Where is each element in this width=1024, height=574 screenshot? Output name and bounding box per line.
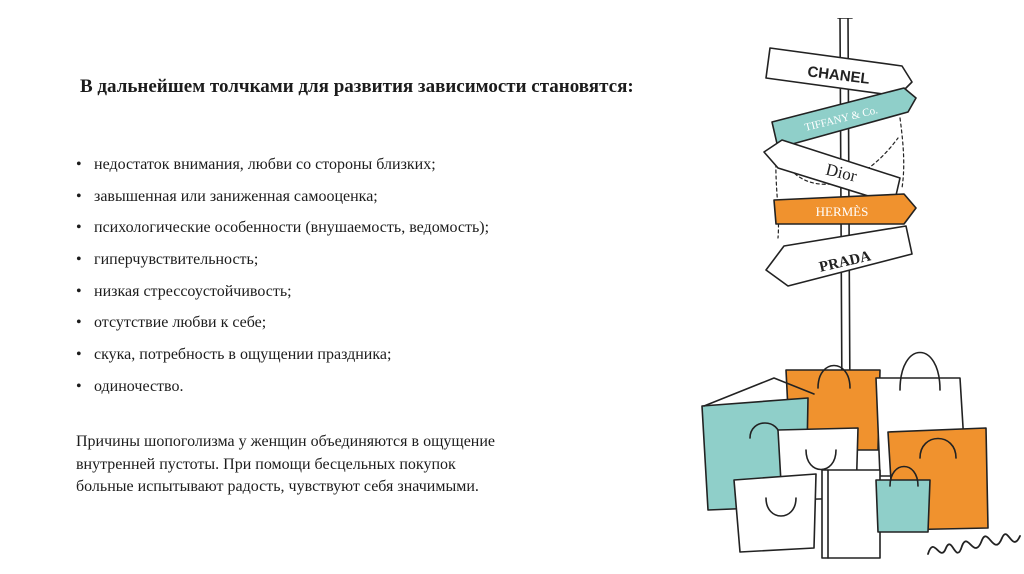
bullet-marker: • xyxy=(76,282,82,300)
slide-title: В дальнейшем толчками для развития зависимости становятся: xyxy=(80,76,634,97)
list-item-text: отсутствие любви к себе; xyxy=(94,314,267,332)
list-item-text: завышенная или заниженная самооценка; xyxy=(94,187,378,205)
bullet-marker: • xyxy=(76,377,82,395)
bullet-marker: • xyxy=(76,314,82,332)
sign-prada-label: PRADA xyxy=(817,248,873,276)
sign-hermes-label: HERMÈS xyxy=(815,204,869,219)
list-item xyxy=(76,186,489,218)
paragraph-line: Причины шопоголизма у женщин объединяются в ощущение xyxy=(76,433,496,450)
sign-chanel-label: CHANEL xyxy=(806,63,871,88)
summary-paragraph xyxy=(76,431,616,499)
list-item-text: недостаток внимания, любви со стороны близких; xyxy=(94,156,436,173)
list-item xyxy=(76,344,489,376)
paragraph-line: больные испытывают радость, чувствуют себя значимыми. xyxy=(76,478,479,495)
list-item-text: психологические особенности (внушаемость, ведомость); xyxy=(94,219,490,237)
sign-chanel xyxy=(766,48,912,96)
sign-dior-label: Dior xyxy=(823,159,859,186)
list-item xyxy=(76,249,489,281)
sign-tiffany-label: TIFFANY & Co. xyxy=(803,104,880,134)
list-item-text: гиперчувствительность; xyxy=(94,251,259,269)
paragraph-line: внутренней пустоты. При помощи бесцельных покупок xyxy=(76,455,456,473)
bullet-marker: • xyxy=(76,219,82,237)
bullet-marker: • xyxy=(76,156,82,173)
sign-prada xyxy=(766,226,912,286)
list-item xyxy=(76,376,489,408)
list-item-text: низкая стрессоустойчивость; xyxy=(94,282,292,300)
shopping-bag-white-small xyxy=(822,470,880,558)
list-item xyxy=(76,217,489,249)
bullet-list xyxy=(76,154,489,408)
bullet-marker: • xyxy=(76,251,82,269)
list-item-text: скука, потребность в ощущении праздника; xyxy=(94,346,392,364)
list-item xyxy=(76,312,489,344)
shopping-bag-white-front xyxy=(734,474,816,552)
list-item xyxy=(76,154,489,186)
shopping-illustration xyxy=(690,18,1024,574)
list-item-text: одиночество. xyxy=(94,377,184,395)
bullet-marker: • xyxy=(76,187,82,205)
artist-signature xyxy=(928,534,1020,554)
sign-hermes xyxy=(774,194,916,224)
list-item xyxy=(76,281,489,313)
sign-tiffany xyxy=(772,88,916,148)
bullet-marker: • xyxy=(76,346,82,364)
